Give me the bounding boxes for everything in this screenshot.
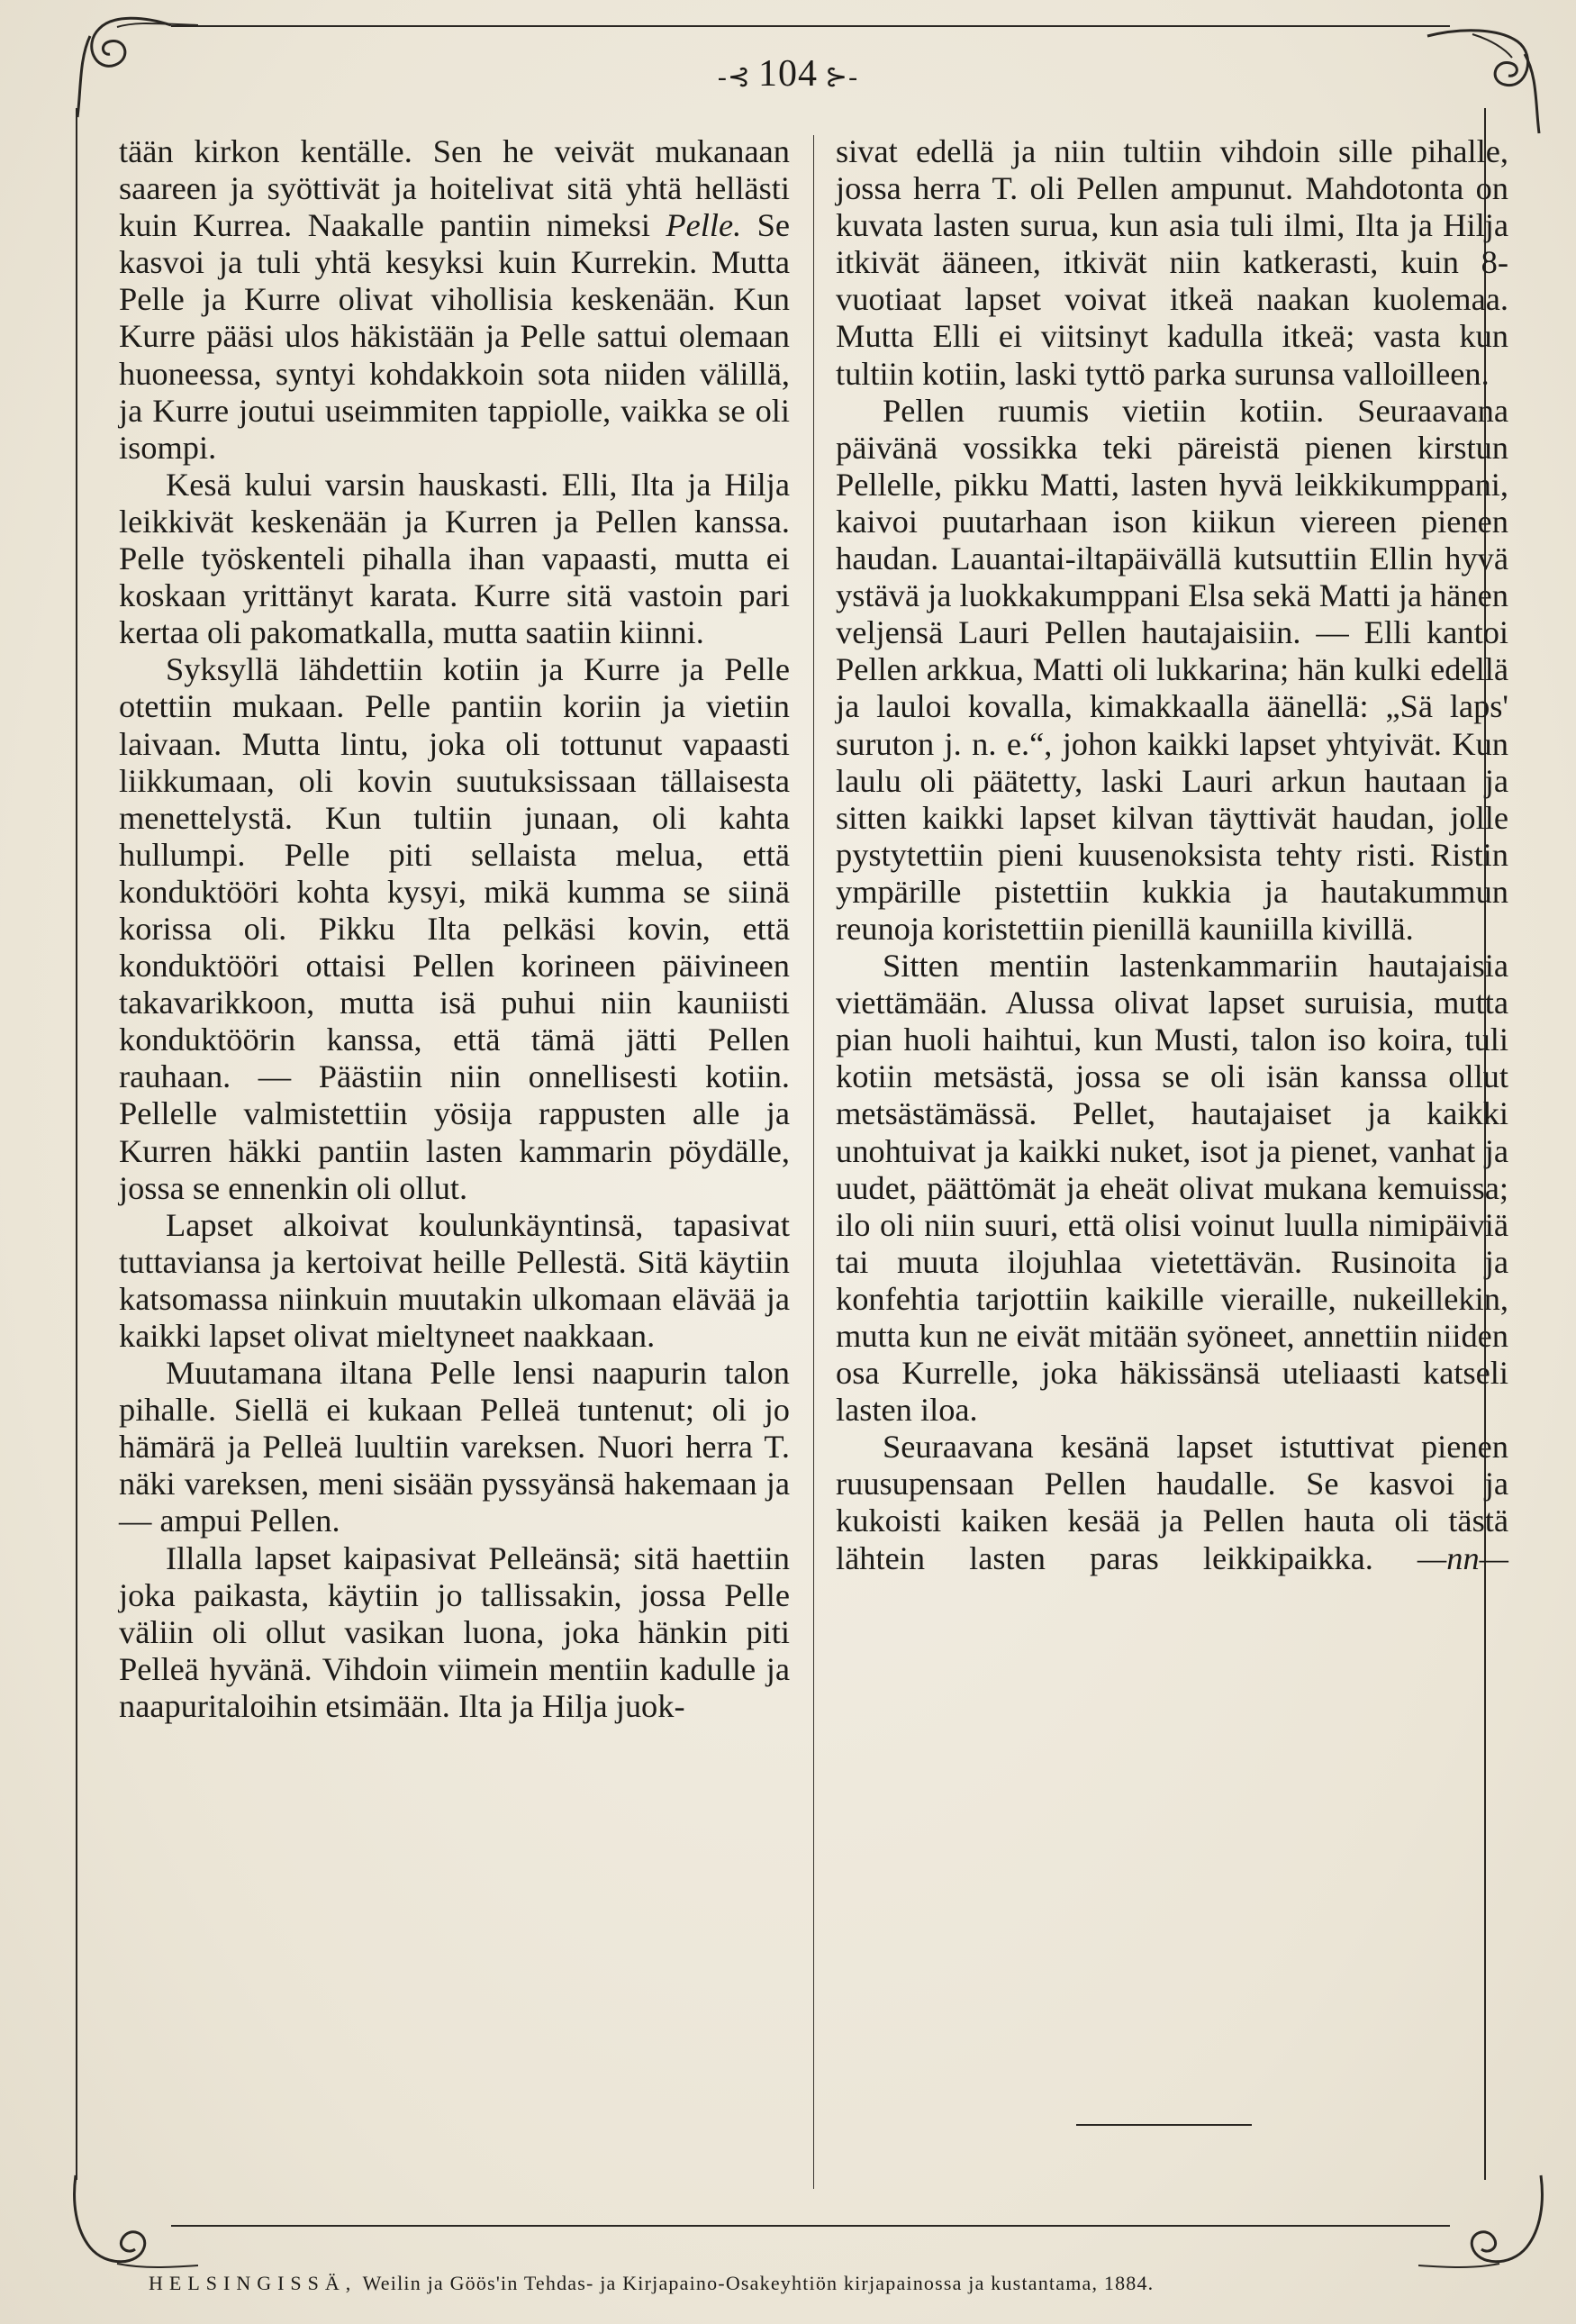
right-column — [836, 133, 1508, 1577]
left-paragraph-6: Illalla lapset kaipasivat Pelleänsä; sitä haettiin joka paikasta, käytiin jo tallissakin, jossa Pelle väliin oli ollut vasikan luona, joka hänkin piti Pelleä hyvänä. Vihdoin viimein mentiin kadulle ja naapuritaloihin etsimään. Ilta ja Hilja juok- — [119, 1539, 790, 1724]
corner-ornament-bottom-left — [63, 2166, 198, 2283]
imprint-city: HELSINGISSÄ, — [149, 2272, 358, 2294]
right-paragraph-4-text: Seuraavana kesänä lapset istuttivat pienen ruusupensaan Pellen haudalle. Se kasvoi ja kukoisti kaiken kesää ja Pellen hauta oli tästä lähtein lasten paras leikkipaikka. — [836, 1429, 1508, 1576]
left-paragraph-1 — [119, 133, 790, 467]
left-column — [119, 133, 790, 1725]
page-number — [0, 52, 1576, 95]
frame-left-rule — [76, 108, 77, 2180]
right-paragraph-2: Pellen ruumis vietiin kotiin. Seuraavana päivänä vossikka teki päreistä pienen kirstun Pellelle, pikku Matti, lasten hyvä leikkikumppani, kaivoi puutarhaan ison kiikun viereen pienen haudan. Lauantai-iltapäivällä kutsuttiin Ellin hyvä ystävä ja luokkakumppani Elsa sekä Matti ja hänen veljensä Lauri Pellen hautajaisiin. — Elli kantoi Pellen arkkua, Matti oli lukkarina; hän kulki edellä ja lauloi kovalla, kimakkaalla äänellä: „Sä laps' suruton j. n. e.“, johon kaikki lapset yhtyivät. Kun laulu oli päätetty, laski Lauri arkun hautaan ja sitten kaikki lapset kilvan täyttivät haudan, jolle pystytettiin pieni kuusenoksista tehty risti. Ristin ympärille pistettiin kukkia ja hautakummun reunoja koristettiin pienillä kauniilla kivillä. — [836, 392, 1508, 947]
naakka-name-italic: Pelle. — [666, 207, 742, 244]
left-paragraph-3: Syksyllä lähdettiin kotiin ja Kurre ja Pelle otettiin mukaan. Pelle pantiin koriin ja vietiin laivaan. Mutta lintu, joka oli tottunut vapaasti liikkumaan, oli kovin suutuksissaan tällaisesta menettelystä. Kun tultiin junaan, oli kahta hullumpi. Pelle piti sellaista melua, että konduktööri kohta kysyi, mikä kumma se siinä korissa oli. Pikku Ilta pelkäsi kovin, että konduktööri ottaisi Pellen korineen päivineen takavarikkoon, mutta isä puhui niin kauniisti konduktöörin kanssa, että tämä jätti Pellen rauhaan. — Päästiin niin onnellisesti kotiin. Pellelle valmistettiin yösija rappusten alle ja Kurren häkki pantiin lasten kammarin pöydälle, jossa se ennenkin oli ollut. — [119, 651, 790, 1206]
left-paragraph-5: Muutamana iltana Pelle lensi naapurin talon pihalle. Siellä ei kukaan Pelleä tuntenut; oli jo hämärä ja Pelleä luultiin vareksen. Nuori herra T. näki vareksen, meni sisään pyssyänsä hakemaan ja — ampui Pellen. — [119, 1355, 790, 1539]
right-paragraph-3: Sitten mentiin lastenkammariin hautajaisia viettämään. Alussa olivat lapset suruisia, mutta pian huoli haihtui, kun Musti, talon iso koira, tuli kotiin metsästä, jossa se oli isän kanssa ollut metsästämässä. Pellet, hautajaiset ja kaikki unohtuivat ja kaikki nuket, isot ja pienet, vanhat ja uudet, päättömät ja eheät olivat mukana kemuissa; ilo oli niin suuri, että olisi voinut luulla nimipäiviä tai muuta ilojuhlaa vietettävän. Rusinoita ja konfehtia tarjottiin kaikille vieraille, nukeillekin, mutta kun ne eivät mitään syöneet, annettiin niiden osa Kurrelle, joka häkissänsä uteliaasti katseli lasten iloa. — [836, 948, 1508, 1429]
left-paragraph-2: Kesä kului varsin hauskasti. Elli, Ilta ja Hilja leikkivät keskenään ja Kurren ja Pellen kanssa. Pelle työskenteli pihalla ihan vapaasti, mutta ei koskaan yrittänyt karata. Kurre sitä vastoin pari kertaa oli pakomatkalla, mutta saatiin kiinni. — [119, 466, 790, 651]
right-paragraph-1: sivat edellä ja niin tultiin vihdoin sille pihalle, jossa herra T. oli Pellen ampunut. Mahdotonta on kuvata lasten surua, kun asia tuli ilmi, Ilta ja Hilja itkivät ääneen, itkivät niin katkerasti, kuin 8-vuotiaat lapset voivat itkeä naakan kuolemaa. Mutta Elli ei viitsinyt kadulla itkeä; vasta kun tultiin kotiin, laski tyttö parka surunsa valloilleen. — [836, 133, 1508, 392]
left-paragraph-4: Lapset alkoivat koulunkäyntinsä, tapasivat tuttaviansa ja kertoivat heille Pellestä. Sitä käytiin katsomassa niinkuin muutakin ulkomaan elävää ja kaikki lapset olivat mieltyneet naakkaan. — [119, 1206, 790, 1354]
end-of-story-rule — [1076, 2124, 1252, 2126]
imprint-publisher: Weilin ja Göös'in Tehdas- ja Kirjapaino-Osakeyhtiön kirjapainossa ja kustantama, 1884. — [362, 2272, 1155, 2294]
left-paragraph-1-text-a: tään kirkon kentälle. Sen he veivät mukanaan saareen ja syöttivät ja hoitelivat sitä yhtä hellästi kuin Kurrea. Naakalle pantiin nimeksi — [119, 133, 790, 244]
right-paragraph-4 — [836, 1429, 1508, 1576]
corner-ornament-bottom-right — [1418, 2166, 1553, 2283]
left-paragraph-1-text-b: Se kasvoi ja tuli yhtä kesyksi kuin Kurrekin. Mutta Pelle ja Kurre olivat vihollisia keskenään. Kun Kurre pääsi ulos häkistään ja Pelle sattui olemaan huoneessa, syntyi kohdakkoin sota niiden välillä, ja Kurre joutui useimmiten tappiolle, vaikka se oli isompi. — [119, 207, 790, 466]
author-signature: —nn— — [1417, 1539, 1508, 1576]
printer-imprint — [149, 2272, 1454, 2295]
frame-top-rule — [171, 25, 1450, 27]
page-number-ornament-left: -⊰ — [717, 61, 751, 92]
column-divider — [813, 135, 814, 2189]
page-number-ornament-right: ⊱- — [825, 61, 859, 92]
frame-bottom-rule — [171, 2225, 1450, 2227]
page-number-value: 104 — [758, 53, 818, 95]
